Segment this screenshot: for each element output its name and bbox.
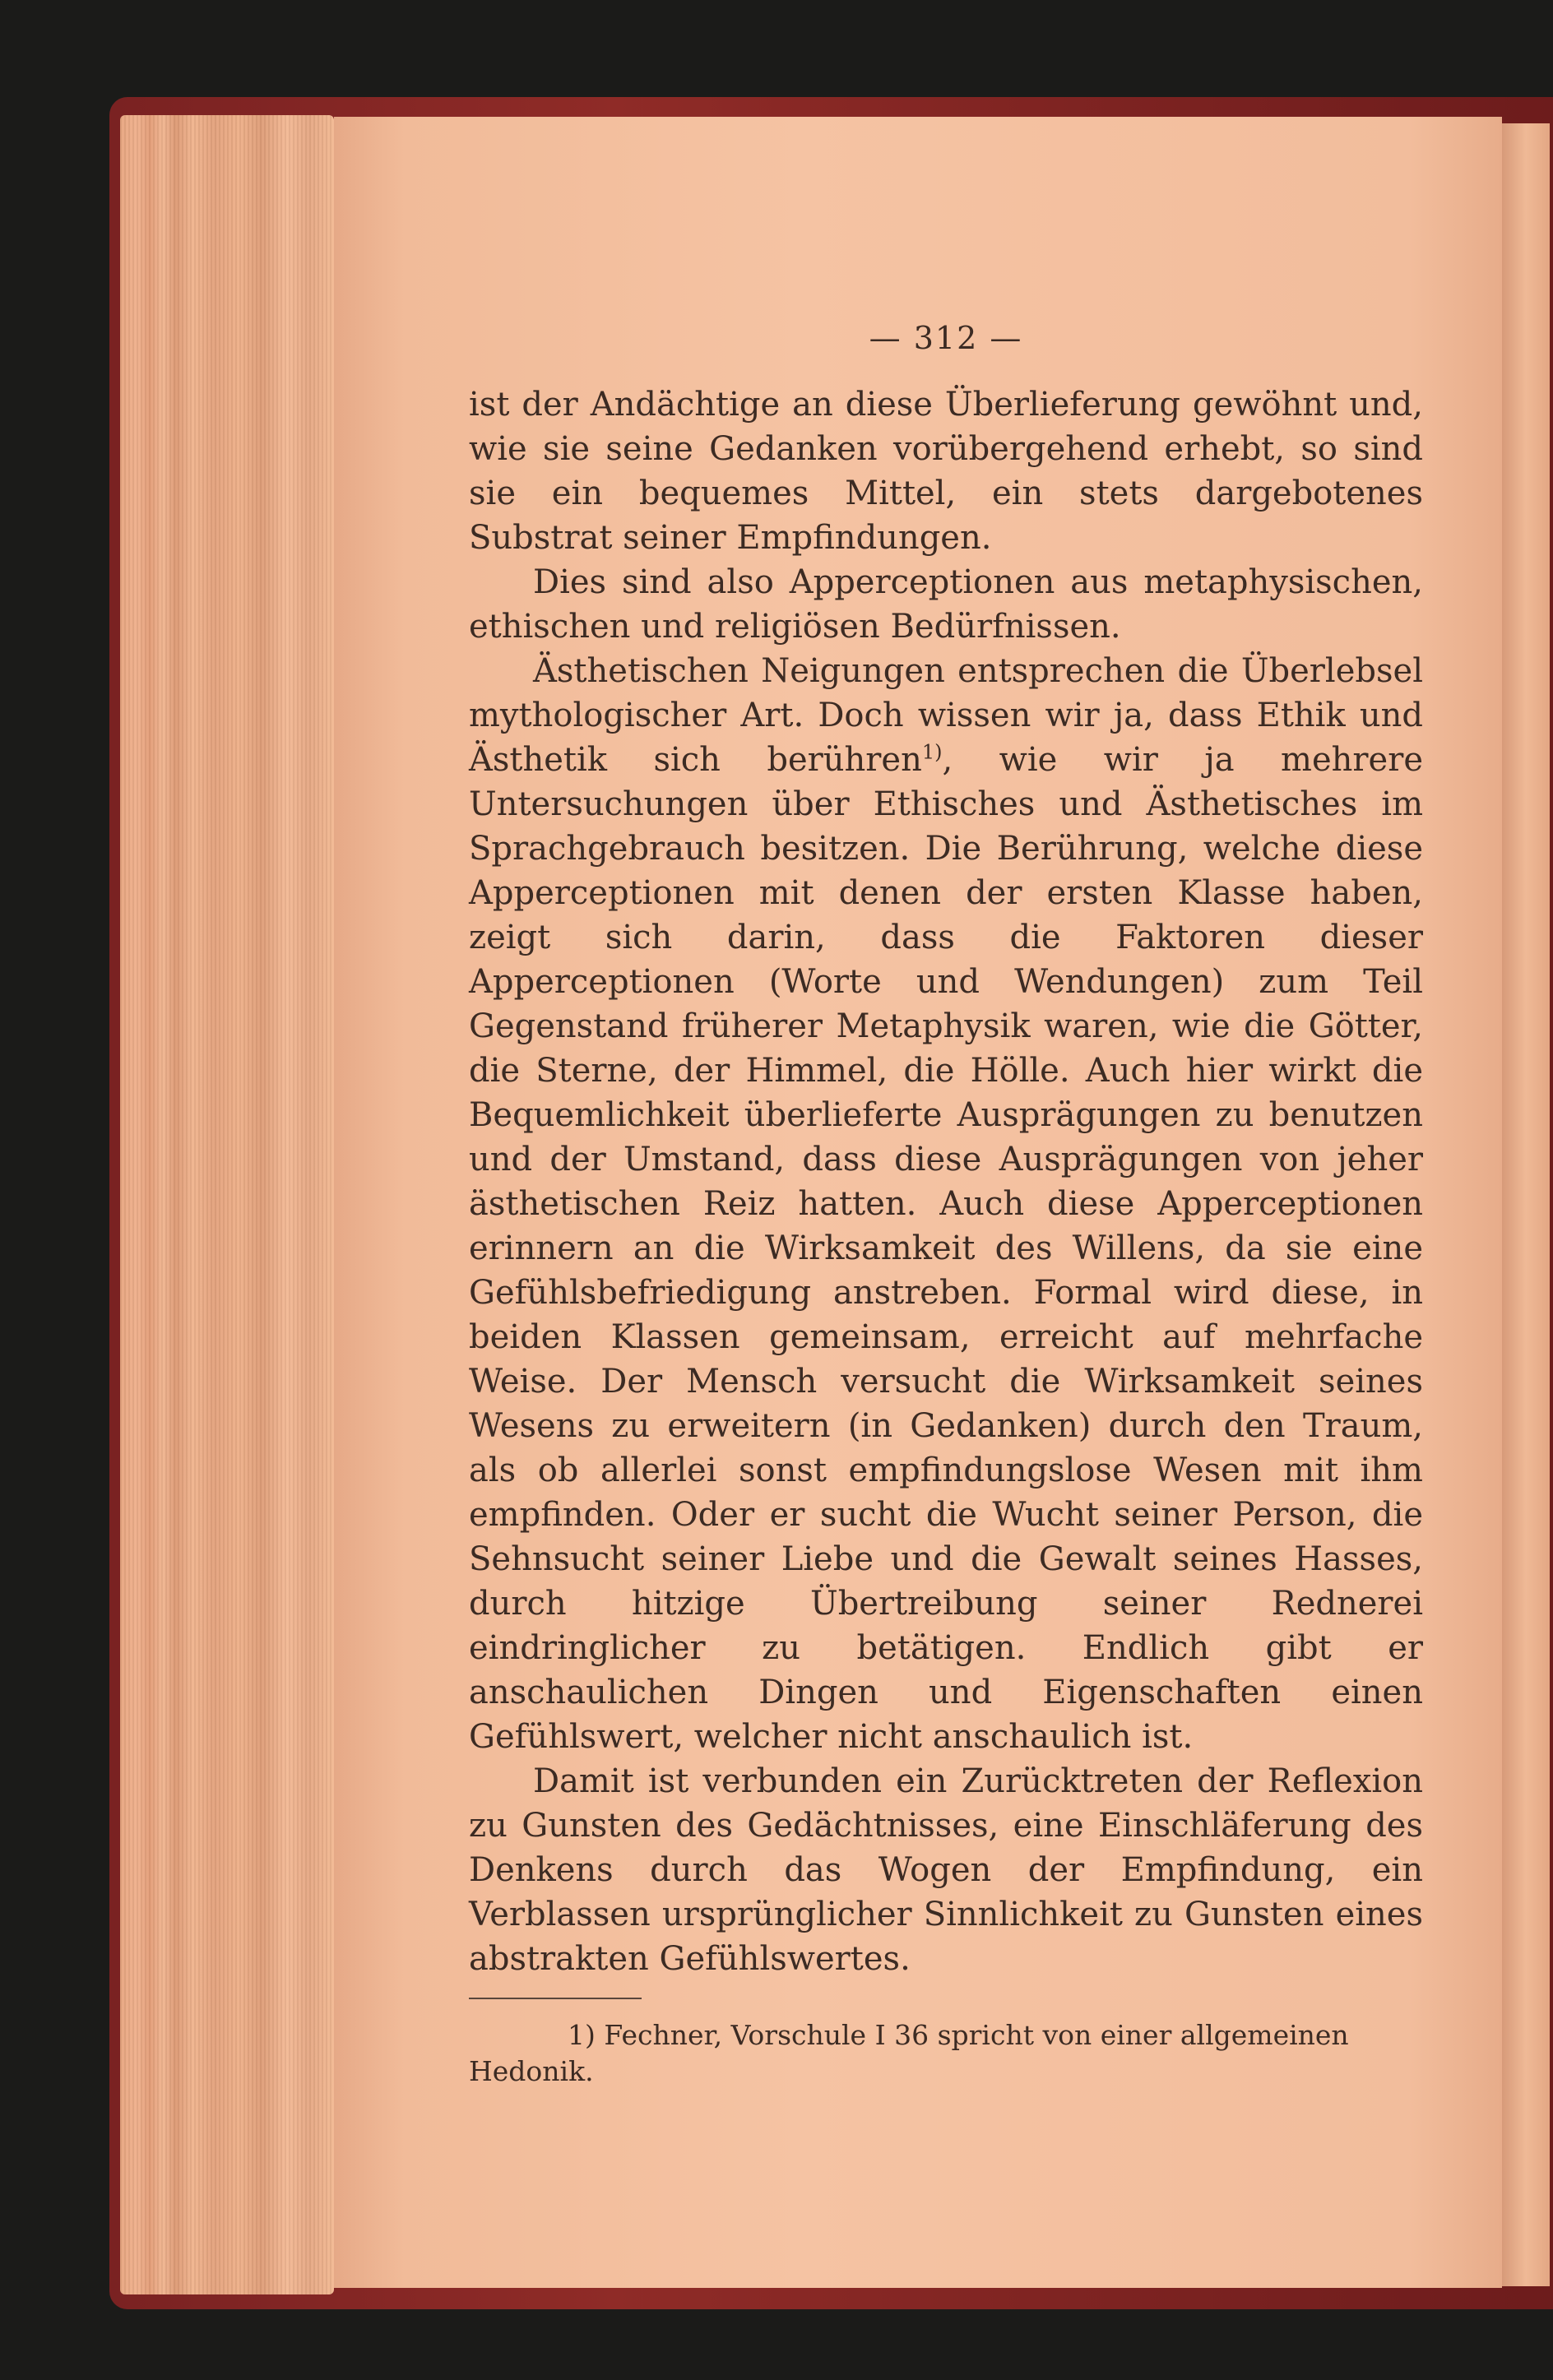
page-edge-texture [120, 115, 334, 2294]
paragraph-2: Dies sind also Apperceptionen aus metaphysischen, ethischen und religiösen Bedürfnissen. [469, 563, 1423, 646]
paragraph-3-text-b: , wie wir ja mehrere Untersuchungen über Ethisches und Ästhetisches im Sprachgebrauch besitzen. Die Berührung, welche diese Apperceptionen mit denen der ersten Klasse haben, zeigt sich darin, dass die Faktoren dieser Apperceptionen (Worte und Wendungen) zum Teil Gegenstand früherer Metaphysik waren, wie die Götter, die Sterne, der Himmel, die Hölle. Auch hier wirkt die Bequemlichkeit überlieferte Ausprägungen zu benutzen und der Umstand, dass diese Ausprägungen von jeher ästhetischen Reiz hatten. Auch diese Apperceptionen erinnern an die Wirksamkeit des Willens, da sie eine Gefühlsbefriedigung anstreben. Formal wird diese, in beiden Klassen gemeinsam, erreicht auf mehrfache Weise. Der Mensch versucht die Wirksamkeit seines Wesens zu erweitern (in Gedanken) durch den Traum, als ob allerlei sonst empfindungslose Wesen mit ihm empfinden. Oder er sucht die Wucht seiner Person, die Sehnsucht seiner Liebe und die Gewalt seines Hasses, durch hitzige Übertreibung seiner Rednerei eindringlicher zu betätigen. Endlich gibt er anschaulichen Dingen und Eigenschaften einen Gefühlswert, welcher nicht anschaulich ist. [469, 741, 1423, 1756]
facing-page-edge [1502, 123, 1550, 2286]
footnote-reference: 1) [921, 740, 943, 764]
page-number: — 312 — [869, 320, 1023, 356]
paragraph-3-text-a: Ästhetischen Neigungen entsprechen die Überlebsel mythologischer Art. Doch wissen wir ja, dass Ethik und Ästhetik sich berühren [469, 652, 1423, 779]
paragraph-1: ist der Andächtige an diese Überlieferung gewöhnt und, wie sie seine Gedanken vorübergehend erhebt, so sind sie ein bequemes Mittel, ein stets dargebotenes Substrat seiner Empfindungen. [469, 386, 1423, 557]
paragraph-4: Damit ist verbunden ein Zurücktreten der Reflexion zu Gunsten des Gedächtnisses, eine Einschläferung des Denkens durch das Wogen der Empfindung, ein Verblassen ursprünglicher Sinnlichkeit zu Gunsten eines abstrakten Gefühlswertes. [469, 1762, 1423, 1978]
footnote-divider [469, 1998, 642, 1999]
page-text-block [469, 317, 1423, 2090]
paragraph-3 [469, 649, 1423, 1759]
footnote: 1) Fechner, Vorschule I 36 spricht von einer allgemeinen Hedonik. [469, 2019, 1349, 2087]
